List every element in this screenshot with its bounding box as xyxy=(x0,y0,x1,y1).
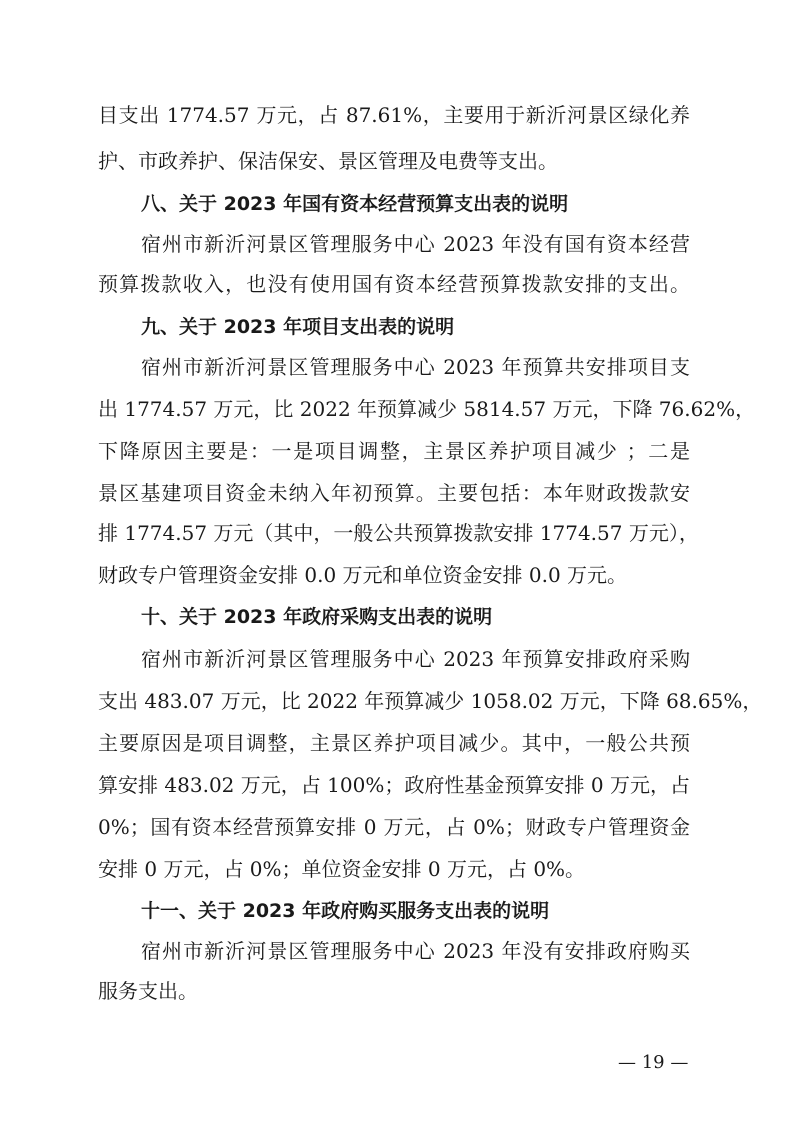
body-text-line: 排 1774.57 万元（其中，一般公共预算拨款安排 1774.57 万元）， xyxy=(98,521,699,545)
body-text-line: 算安排 483.02 万元，占 100%；政府性基金预算安排 0 万元，占 xyxy=(98,773,690,797)
body-text-line: 主要原因是项目调整，主景区养护项目减少。其中，一般公共预 xyxy=(98,731,690,755)
page-number: — 19 — xyxy=(618,1052,689,1073)
body-text-line: 景区基建项目资金未纳入年初预算。主要包括：本年财政拨款安 xyxy=(98,481,690,505)
body-text-line: 宿州市新沂河景区管理服务中心 2023 年没有国有资本经营 xyxy=(141,232,690,256)
body-text-line: 宿州市新沂河景区管理服务中心 2023 年没有安排政府购买 xyxy=(141,939,690,963)
body-text-line: 服务支出。 xyxy=(98,979,198,1003)
section-heading-11: 十一、关于 2023 年政府购买服务支出表的说明 xyxy=(141,900,550,922)
body-text-line: 目支出 1774.57 万元，占 87.61%，主要用于新沂河景区绿化养 xyxy=(98,103,690,127)
body-text-line: 宿州市新沂河景区管理服务中心 2023 年预算共安排项目支 xyxy=(141,355,690,379)
section-heading-8: 八、关于 2023 年国有资本经营预算支出表的说明 xyxy=(141,193,569,215)
body-text-line: 下降原因主要是：一是项目调整，主景区养护项目减少 ；二是 xyxy=(98,439,690,463)
body-text-line: 预算拨款收入，也没有使用国有资本经营预算拨款安排的支出。 xyxy=(98,272,690,296)
body-text-line: 0%；国有资本经营预算安排 0 万元，占 0%；财政专户管理资金 xyxy=(98,815,690,839)
section-heading-9: 九、关于 2023 年项目支出表的说明 xyxy=(141,316,455,338)
body-text-line: 财政专户管理资金安排 0.0 万元和单位资金安排 0.0 万元。 xyxy=(98,563,628,587)
body-text-line: 安排 0 万元，占 0%；单位资金安排 0 万元，占 0%。 xyxy=(98,857,586,881)
body-text-line: 出 1774.57 万元，比 2022 年预算减少 5814.57 万元，下降 76.62%， xyxy=(98,397,756,421)
section-heading-10: 十、关于 2023 年政府采购支出表的说明 xyxy=(141,606,493,628)
body-text-line: 护、市政养护、保洁保安、景区管理及电费等支出。 xyxy=(98,149,558,173)
body-text-line: 支出 483.07 万元，比 2022 年预算减少 1058.02 万元，下降 68.65%， xyxy=(98,689,763,713)
body-text-line: 宿州市新沂河景区管理服务中心 2023 年预算安排政府采购 xyxy=(141,647,690,671)
